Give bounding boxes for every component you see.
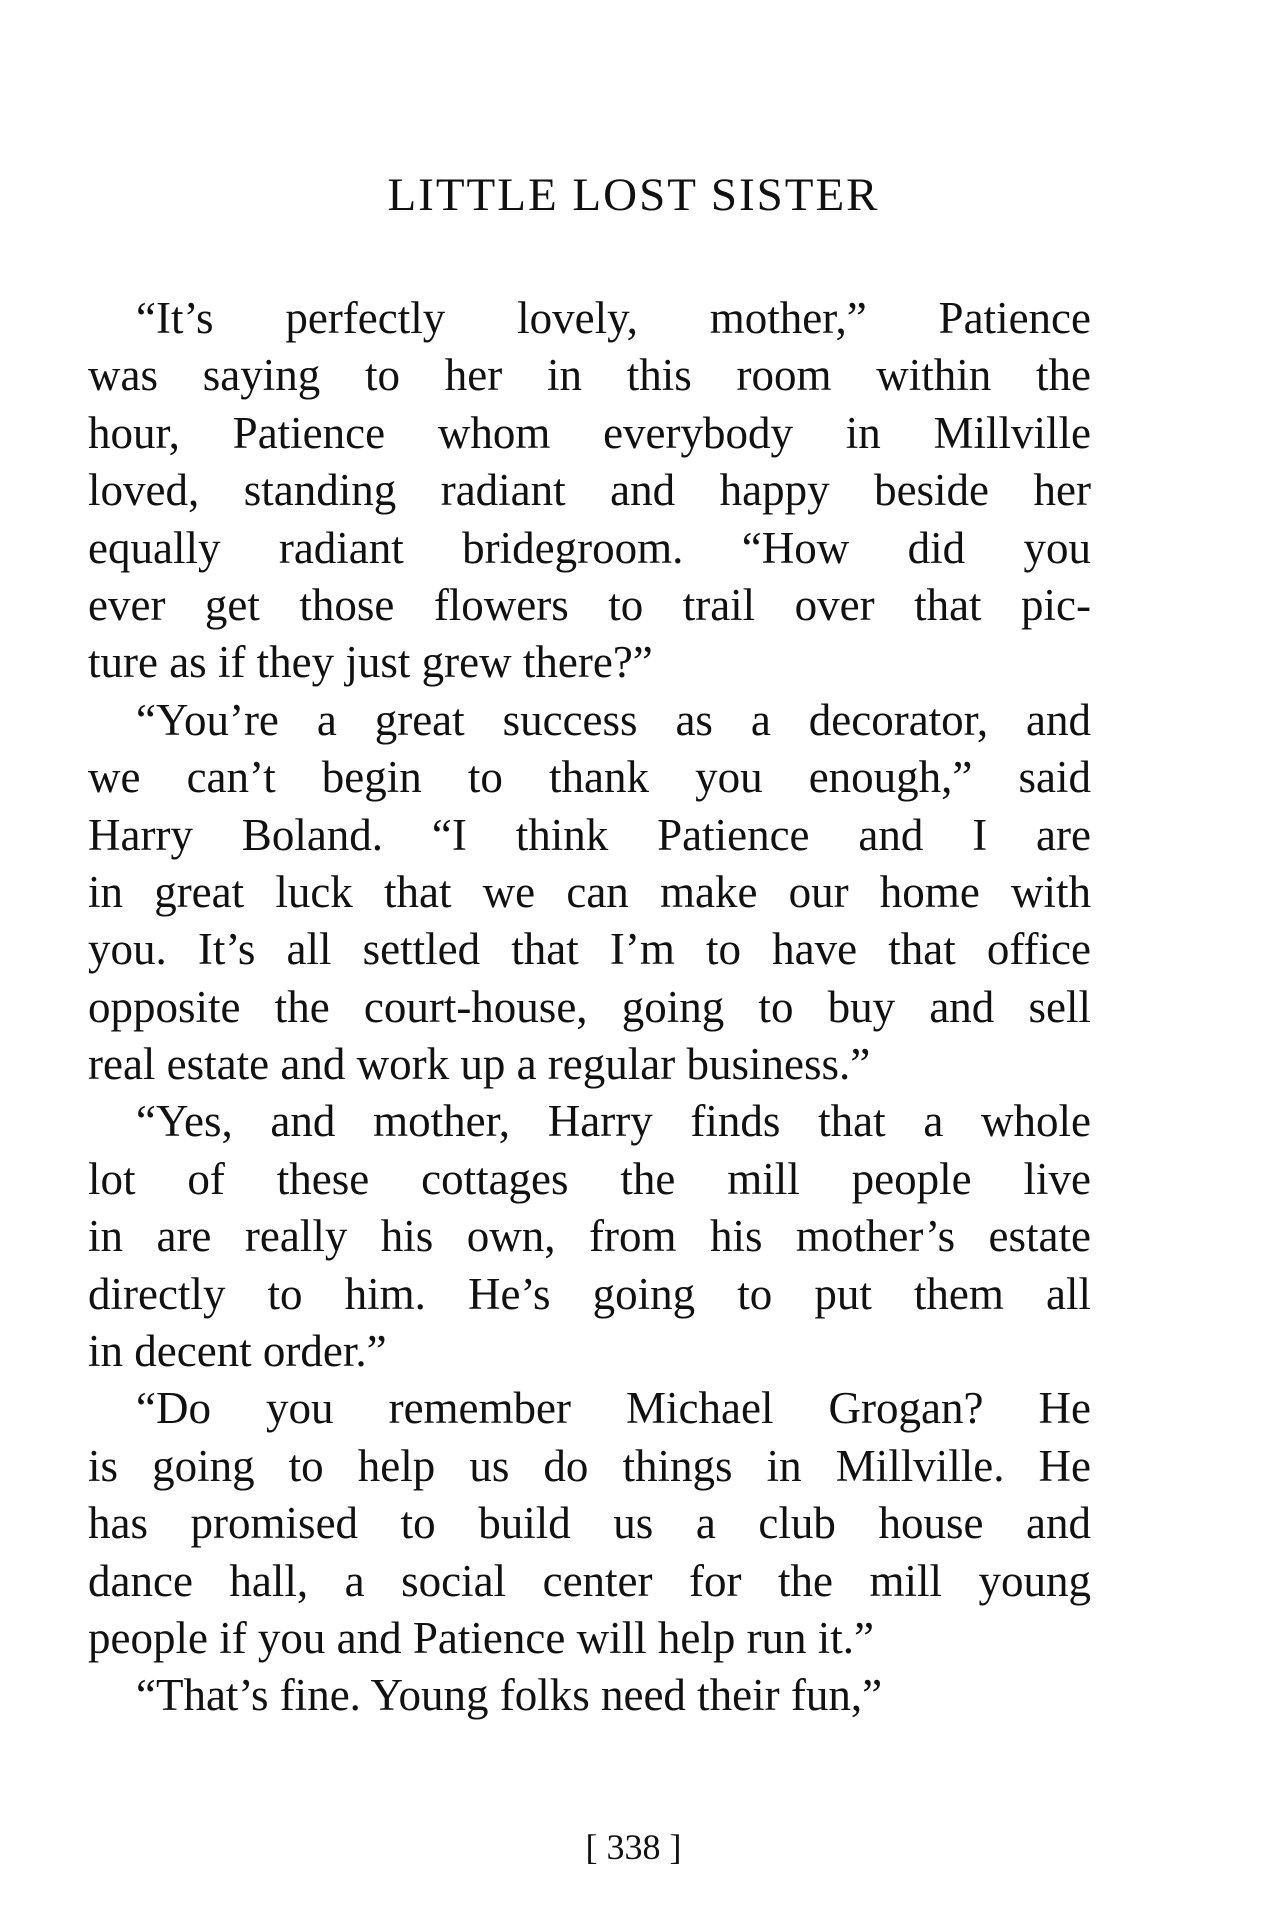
text-line: opposite the court-house, going to buy and sell bbox=[88, 981, 1091, 1032]
body-text bbox=[88, 290, 1091, 1725]
text-line: lot of these cottages the mill people live bbox=[88, 1153, 1091, 1204]
text-line: ever get those flowers to trail over that pic- bbox=[88, 579, 1091, 630]
text-line: “Do you remember Michael Grogan? He bbox=[136, 1383, 1091, 1434]
text-line: we can’t begin to thank you enough,” said bbox=[88, 752, 1091, 803]
text-line: ture as if they just grew there?” bbox=[88, 637, 653, 688]
text-line: real estate and work up a regular business.” bbox=[88, 1039, 871, 1090]
text-line: in great luck that we can make our home with bbox=[88, 866, 1091, 917]
text-line: “It’s perfectly lovely, mother,” Patience bbox=[136, 293, 1091, 343]
text-line: “Yes, and mother, Harry finds that a whole bbox=[136, 1096, 1091, 1147]
text-line: is going to help us do things in Millville. He bbox=[88, 1440, 1091, 1491]
running-head: LITTLE LOST SISTER bbox=[387, 169, 880, 221]
text-line: has promised to build us a club house and bbox=[88, 1498, 1091, 1549]
text-line: people if you and Patience will help run it.” bbox=[88, 1612, 875, 1663]
text-line: you. It’s all settled that I’m to have that office bbox=[88, 924, 1091, 975]
text-line: in are really his own, from his mother’s estate bbox=[88, 1211, 1091, 1262]
text-line: was saying to her in this room within the bbox=[88, 350, 1091, 401]
page-number: [ 338 ] bbox=[585, 1827, 682, 1867]
text-line: directly to him. He’s going to put them all bbox=[88, 1268, 1091, 1319]
text-line: equally radiant bridegroom. “How did you bbox=[88, 522, 1091, 573]
text-line: Harry Boland. “I think Patience and I are bbox=[88, 809, 1091, 860]
text-line: dance hall, a social center for the mill young bbox=[88, 1555, 1091, 1606]
text-line: “That’s fine. Young folks need their fun,” bbox=[136, 1670, 883, 1721]
text-line: in decent order.” bbox=[88, 1326, 387, 1377]
text-line: hour, Patience whom everybody in Millville bbox=[88, 407, 1091, 458]
text-line: loved, standing radiant and happy beside her bbox=[88, 465, 1091, 516]
text-line: “You’re a great success as a decorator, and bbox=[136, 694, 1091, 745]
